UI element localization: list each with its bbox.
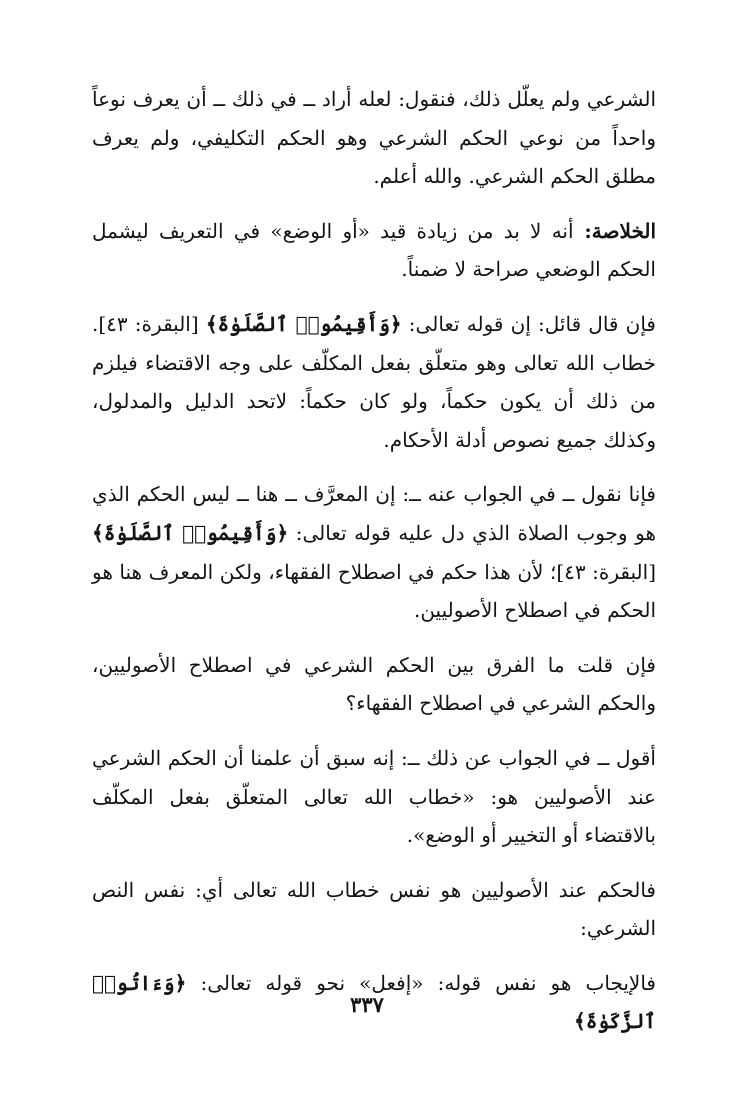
obligation-text-start: فالإيجاب هو نفس قوله: «إفعل» نحو قوله تعالى: (186, 970, 656, 995)
answer-text-end: [البقرة: ٤٣]؛ لأن هذا حكم في اصطلاح الفقهاء، ولكن المعرف هنا هو الحكم في اصطلاح الأصوليين. (92, 559, 656, 623)
paragraph-question (92, 646, 656, 723)
objection-text-end: [البقرة: ٤٣]. خطاب الله تعالى وهو متعلّق بفعل المكلّف على وجه الاقتضاء فيلزم من ذلك أن يكون حكماً، ولو كان حكماً: لاتحد الدليل والمدلول، وكذلك جميع نصوص أدلة الأحكام. (92, 311, 656, 452)
page-number: ٣٣٧ (350, 992, 384, 1017)
paragraph-reply (92, 739, 656, 855)
paragraph-1 (92, 80, 656, 196)
page-body (92, 80, 656, 1057)
usul-ruling-text: فالحكم عند الأصوليين هو نفس خطاب الله تعالى أي: نفس النص الشرعي: (92, 877, 656, 941)
quran-verse-salah: ﴿وَأَقِيمُوا۟ ٱلصَّلَوٰةَ﴾ (205, 311, 402, 336)
quran-verse-zakah: ﴿وَءَاتُوا۟ ٱلزَّكَوٰةَ﴾ (92, 970, 656, 1034)
objection-text-start: فإن قال قائل: إن قوله تعالى: (401, 311, 656, 336)
paragraph-usul-ruling (92, 871, 656, 948)
question-text: فإن قلت ما الفرق بين الحكم الشرعي في اصطلاح الأصوليين، والحكم الشرعي في اصطلاح الفقهاء؟ (92, 652, 656, 716)
paragraph-objection (92, 305, 656, 459)
paragraph-summary (92, 212, 656, 289)
paragraph-answer (92, 475, 656, 629)
summary-label: الخلاصة: (573, 218, 656, 243)
summary-text: أنه لا بد من زيادة قيد «أو الوضع» في التعريف ليشمل الحكم الوضعي صراحة لا ضمناً. (92, 218, 656, 282)
paragraph-1-text: الشرعي ولم يعلّل ذلك، فنقول: لعله أراد ــ في ذلك ــ أن يعرف نوعاً واحداً من نوعي الحكم الشرعي وهو الحكم التكليفي، ولم يعرف مطلق الحكم الشرعي. والله أعلم. (92, 87, 656, 189)
reply-text: أقول ــ في الجواب عن ذلك ــ: إنه سبق أن علمنا أن الحكم الشرعي عند الأصوليين هو: «خطاب الله تعالى المتعلّق بفعل المكلّف بالاقتضاء أو التخيير أو الوضع». (92, 745, 656, 848)
answer-text-start: فإنا نقول ــ في الجواب عنه ــ: إن المعرَّف ــ هنا ــ ليس الحكم الذي هو وجوب الصلاة الذي دل عليه قوله تعالى: (92, 482, 656, 545)
quran-verse-salah-2: ﴿وَأَقِيمُوا۟ ٱلصَّلَوٰةَ﴾ (92, 520, 289, 545)
